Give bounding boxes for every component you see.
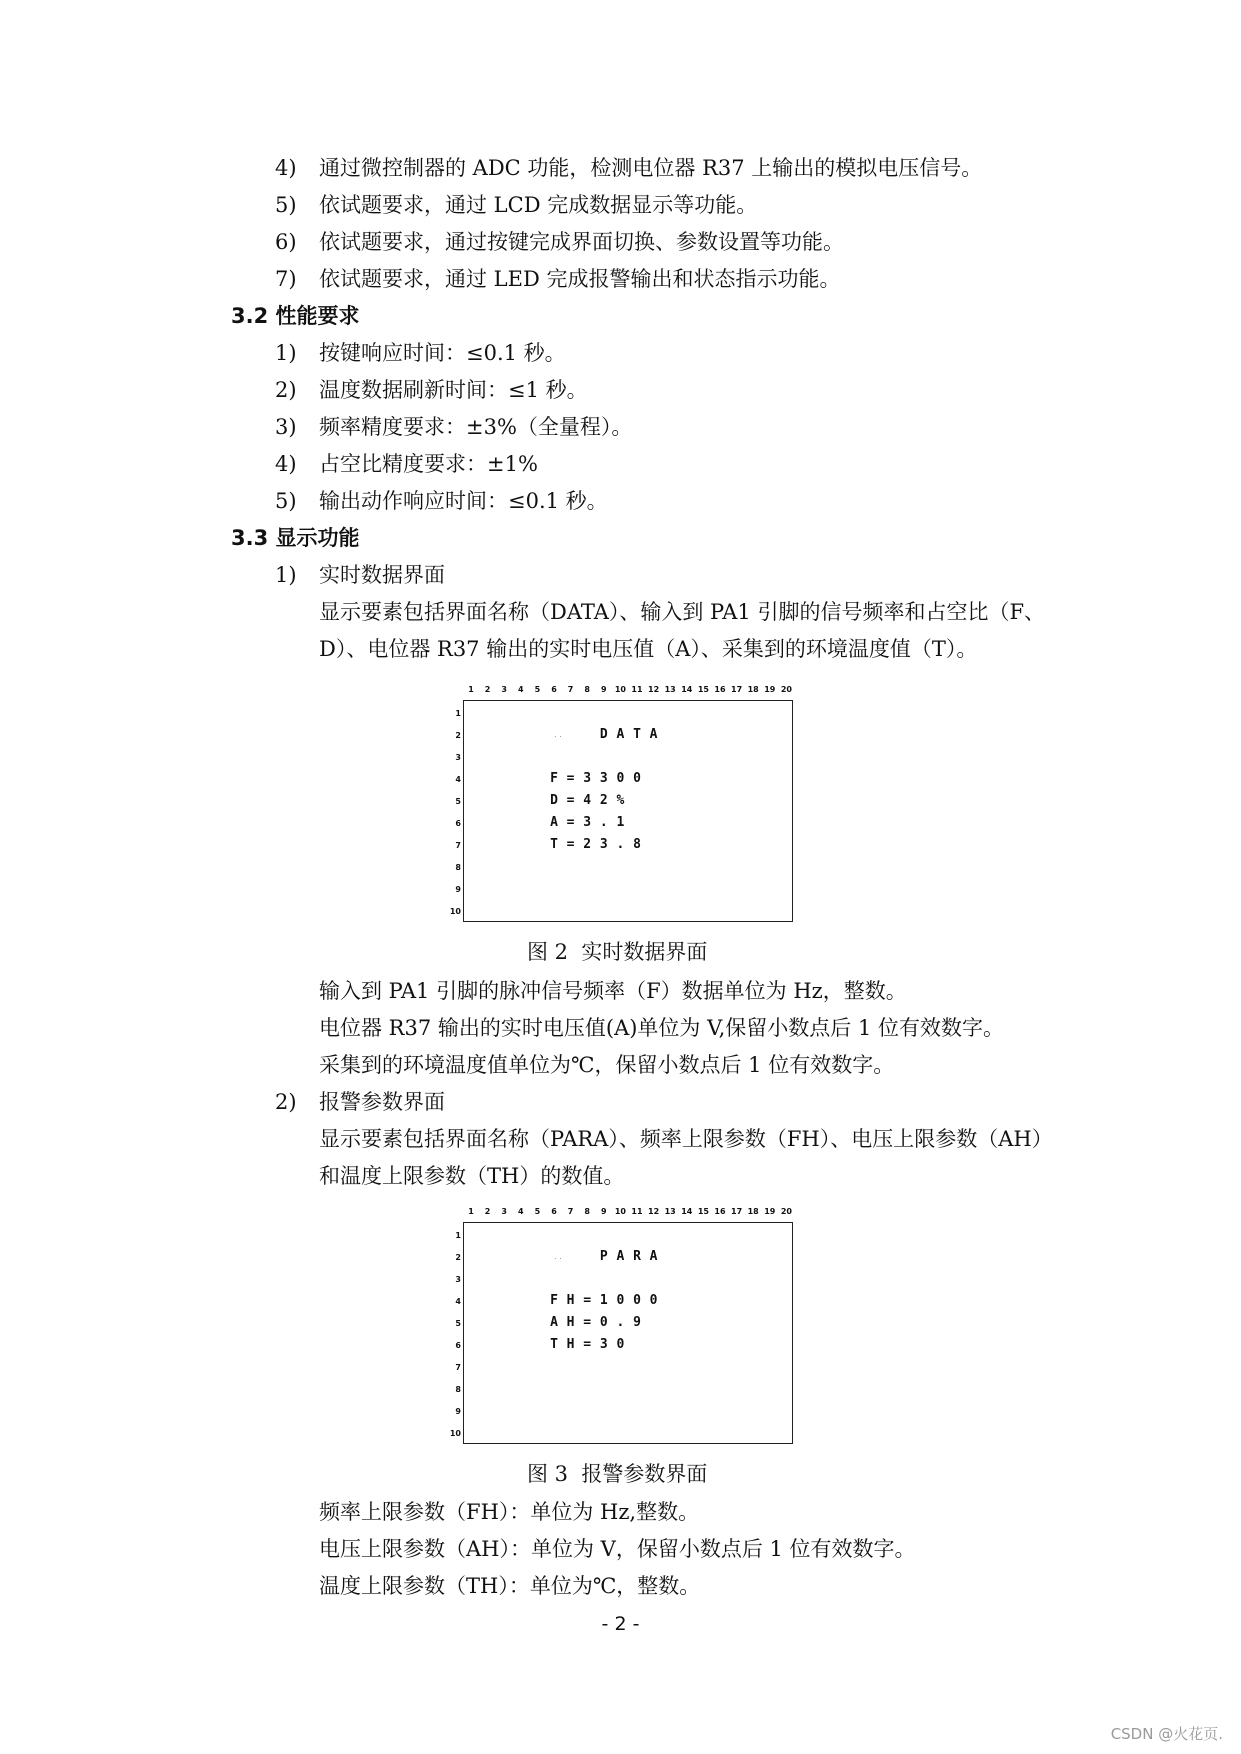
lcd-char: A <box>649 727 658 742</box>
lcd-char: H <box>566 1337 575 1352</box>
lcd-char: = <box>583 1315 592 1330</box>
lcd-char: D <box>550 793 558 808</box>
lcd-char: H <box>566 1293 575 1308</box>
lcd-column-number: 11 <box>631 1207 643 1216</box>
lcd-char: T <box>633 727 641 742</box>
lcd-column-number: 13 <box>664 685 676 694</box>
list-item: 1) 按键响应时间：≤0.1 秒。 <box>275 341 566 365</box>
lcd-column-number: 11 <box>631 685 643 694</box>
lcd-char: 2 <box>599 793 608 808</box>
paragraph: 频率上限参数（FH）：单位为 Hz,整数。 <box>319 1500 700 1524</box>
lcd-row-number: 6 <box>455 1341 461 1350</box>
lcd-row-number: 7 <box>455 841 461 850</box>
paragraph: 电压上限参数（AH）：单位为 V，保留小数点后 1 位有效数字。 <box>319 1537 916 1561</box>
lcd-char: F <box>550 1293 558 1308</box>
page-number: - 2 - <box>601 1613 640 1635</box>
lcd-char: = <box>583 1293 592 1308</box>
paragraph: 采集到的环境温度值单位为℃，保留小数点后 1 位有效数字。 <box>319 1053 895 1077</box>
lcd-row-number: 9 <box>455 1407 461 1416</box>
lcd-char: 0 <box>599 1315 608 1330</box>
lcd-char: 0 <box>649 1293 658 1308</box>
lcd-char: 3 <box>599 837 608 852</box>
lcd-column-number: 10 <box>614 685 626 694</box>
lcd-row-number: 5 <box>455 1319 461 1328</box>
lcd-column-number: 3 <box>501 1207 507 1216</box>
lcd-dots: . . <box>554 1252 562 1261</box>
paragraph: 和温度上限参数（TH）的数值。 <box>319 1164 625 1188</box>
figure-caption: 图 2 实时数据界面 <box>527 940 708 964</box>
lcd-char: . <box>599 815 608 830</box>
lcd-column-number: 20 <box>780 1207 792 1216</box>
lcd-char: . <box>616 837 625 852</box>
lcd-char: A <box>550 815 558 830</box>
lcd-char: A <box>616 1249 625 1264</box>
lcd-column-number: 18 <box>747 1207 759 1216</box>
lcd-char: 1 <box>616 815 625 830</box>
lcd-row-number: 4 <box>455 775 461 784</box>
paragraph: 显示要素包括界面名称（PARA）、频率上限参数（FH）、电压上限参数（AH） <box>319 1127 1053 1151</box>
lcd-char: A <box>616 727 625 742</box>
lcd-char: 3 <box>583 815 592 830</box>
lcd-char: D <box>599 727 608 742</box>
lcd-column-number: 6 <box>551 685 557 694</box>
lcd-char: T <box>550 1337 558 1352</box>
lcd-column-number: 15 <box>697 1207 709 1216</box>
lcd-row-number: 9 <box>455 885 461 894</box>
lcd-row-number: 2 <box>455 731 461 740</box>
list-item: 3) 频率精度要求：±3%（全量程）。 <box>275 415 633 439</box>
lcd-column-number: 5 <box>534 1207 541 1216</box>
paragraph: 温度上限参数（TH）：单位为℃，整数。 <box>319 1574 701 1598</box>
lcd-char: = <box>566 815 575 830</box>
lcd-column-number: 3 <box>501 685 507 694</box>
lcd-column-number: 10 <box>614 1207 626 1216</box>
paragraph: 电位器 R37 输出的实时电压值(A)单位为 V,保留小数点后 1 位有效数字。 <box>319 1016 1004 1040</box>
lcd-column-number: 8 <box>584 685 590 694</box>
figure-caption: 图 3 报警参数界面 <box>527 1462 708 1486</box>
list-item: 5) 输出动作响应时间：≤0.1 秒。 <box>275 489 608 513</box>
lcd-char: = <box>566 793 575 808</box>
lcd-char: 0 <box>633 771 641 786</box>
lcd-column-number: 12 <box>648 1207 660 1216</box>
lcd-char: 3 <box>583 771 592 786</box>
lcd-column-number: 8 <box>584 1207 590 1216</box>
list-item: 1) 实时数据界面 <box>275 563 445 587</box>
lcd-para-figure <box>434 1207 796 1447</box>
lcd-char: T <box>550 837 558 852</box>
lcd-char: 0 <box>616 1337 625 1352</box>
lcd-char: 4 <box>583 793 592 808</box>
lcd-column-number: 14 <box>681 1207 693 1216</box>
lcd-row-number: 10 <box>449 1429 461 1438</box>
lcd-char: = <box>566 837 575 852</box>
list-item: 7) 依试题要求，通过 LED 完成报警输出和状态指示功能。 <box>275 267 841 291</box>
lcd-column-number: 7 <box>567 685 574 694</box>
lcd-char: P <box>599 1249 608 1264</box>
lcd-column-number: 12 <box>648 685 660 694</box>
list-item: 2) 报警参数界面 <box>275 1090 445 1114</box>
lcd-column-number: 17 <box>731 1207 743 1216</box>
lcd-char: = <box>583 1337 592 1352</box>
watermark: CSDN @火花页. <box>1110 1725 1223 1743</box>
lcd-char: A <box>550 1315 558 1330</box>
paragraph: D）、电位器 R37 输出的实时电压值（A）、采集到的环境温度值（T）。 <box>319 637 978 661</box>
lcd-char: 3 <box>599 1337 608 1352</box>
lcd-row-number: 8 <box>455 863 461 872</box>
paragraph: 输入到 PA1 引脚的脉冲信号频率（F）数据单位为 Hz，整数。 <box>319 979 907 1003</box>
lcd-column-number: 15 <box>697 685 709 694</box>
list-item: 4) 通过微控制器的 ADC 功能，检测电位器 R37 上输出的模拟电压信号。 <box>275 156 983 180</box>
lcd-row-number: 3 <box>455 1275 461 1284</box>
lcd-row-number: 10 <box>449 907 461 916</box>
paragraph: 显示要素包括界面名称（DATA）、输入到 PA1 引脚的信号频率和占空比（F、 <box>319 600 1046 624</box>
section-heading: 3.2 性能要求 <box>231 304 360 328</box>
lcd-column-number: 14 <box>681 685 693 694</box>
lcd-char: H <box>566 1315 575 1330</box>
lcd-data-figure <box>434 685 796 925</box>
lcd-column-number: 1 <box>468 1207 474 1216</box>
lcd-column-number: 7 <box>567 1207 574 1216</box>
lcd-char: = <box>566 771 575 786</box>
lcd-column-number: 4 <box>518 685 524 694</box>
lcd-row-number: 7 <box>455 1363 461 1372</box>
lcd-column-number: 5 <box>534 685 541 694</box>
lcd-row-number: 8 <box>455 1385 461 1394</box>
lcd-char: 0 <box>633 1293 641 1308</box>
lcd-dots: . . <box>554 730 562 739</box>
lcd-column-number: 16 <box>714 685 726 694</box>
lcd-char: . <box>616 1315 625 1330</box>
lcd-column-number: 19 <box>764 685 776 694</box>
list-item: 2) 温度数据刷新时间：≤1 秒。 <box>275 378 588 402</box>
lcd-char: 9 <box>633 1315 641 1330</box>
lcd-column-number: 2 <box>484 685 491 694</box>
lcd-row-number: 4 <box>455 1297 461 1306</box>
lcd-column-number: 1 <box>468 685 474 694</box>
lcd-column-number: 17 <box>731 685 743 694</box>
lcd-char: R <box>633 1249 641 1264</box>
list-item: 6) 依试题要求，通过按键完成界面切换、参数设置等功能。 <box>275 230 844 254</box>
list-item: 4) 占空比精度要求：±1% <box>275 452 538 476</box>
lcd-char: 1 <box>599 1293 608 1308</box>
lcd-column-number: 2 <box>484 1207 491 1216</box>
lcd-char: 0 <box>616 1293 625 1308</box>
lcd-row-number: 1 <box>455 1231 461 1240</box>
lcd-column-number: 6 <box>551 1207 557 1216</box>
lcd-row-number: 2 <box>455 1253 461 1262</box>
lcd-column-number: 13 <box>664 1207 676 1216</box>
lcd-char: F <box>550 771 558 786</box>
lcd-char: A <box>649 1249 658 1264</box>
lcd-column-number: 20 <box>780 685 792 694</box>
lcd-char: 3 <box>599 771 608 786</box>
lcd-column-number: 16 <box>714 1207 726 1216</box>
lcd-column-number: 18 <box>747 685 759 694</box>
lcd-row-number: 5 <box>455 797 461 806</box>
lcd-char: 0 <box>616 771 625 786</box>
lcd-column-number: 9 <box>601 685 607 694</box>
section-heading: 3.3 显示功能 <box>231 526 360 550</box>
lcd-row-number: 3 <box>455 753 461 762</box>
lcd-row-number: 1 <box>455 709 461 718</box>
list-item: 5) 依试题要求，通过 LCD 完成数据显示等功能。 <box>275 193 758 217</box>
lcd-char: 2 <box>583 837 592 852</box>
lcd-char: % <box>616 793 625 808</box>
lcd-row-number: 6 <box>455 819 461 828</box>
lcd-char: 8 <box>633 837 641 852</box>
lcd-column-number: 9 <box>601 1207 607 1216</box>
lcd-column-number: 19 <box>764 1207 776 1216</box>
lcd-column-number: 4 <box>518 1207 524 1216</box>
